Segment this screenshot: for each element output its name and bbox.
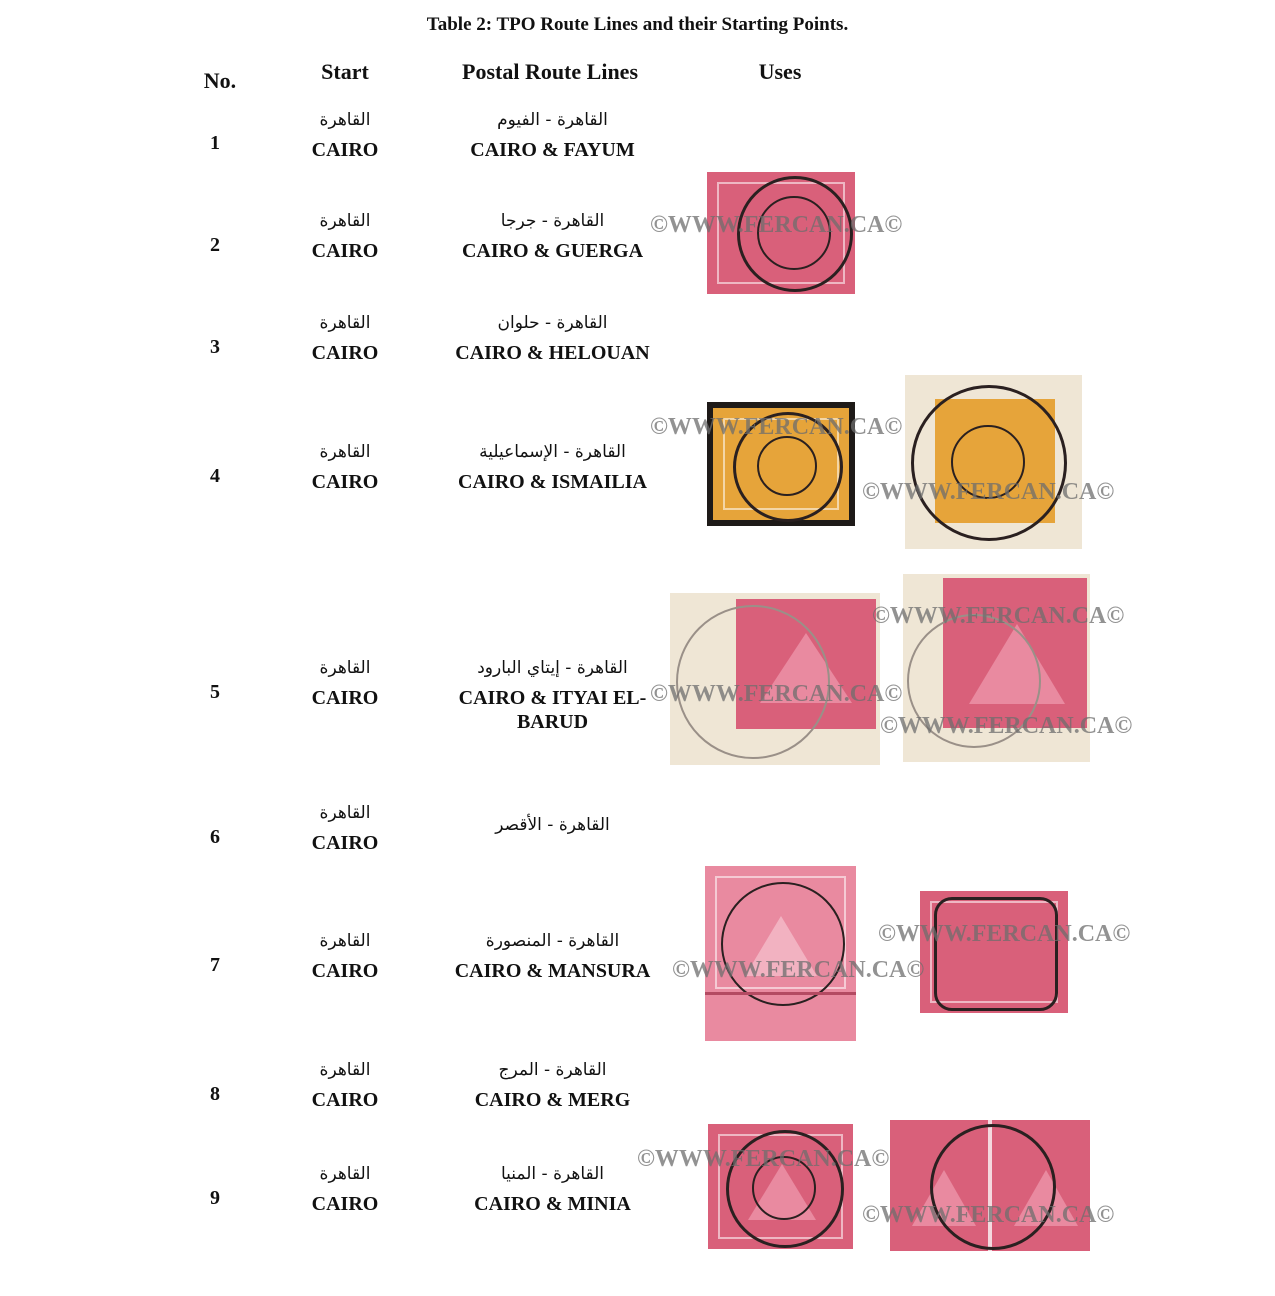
row-3-route-arabic: القاهرة - حلوان bbox=[497, 313, 608, 333]
row-4-number: 4 bbox=[210, 465, 220, 487]
row-4-route bbox=[430, 440, 675, 494]
row-1-start-arabic: القاهرة bbox=[319, 110, 371, 130]
watermark-4: ©WWW.FERCAN.CA© bbox=[872, 603, 1125, 629]
watermark-3: ©WWW.FERCAN.CA© bbox=[862, 479, 1115, 505]
row-8-start bbox=[275, 1058, 415, 1112]
row-5-route-english: CAIRO & ITYAI EL-BARUD bbox=[458, 687, 647, 733]
watermark-8: ©WWW.FERCAN.CA© bbox=[672, 957, 925, 983]
header-uses: Uses bbox=[758, 59, 802, 84]
row-4-start-english: CAIRO bbox=[311, 471, 379, 493]
row-3-route-english: CAIRO & HELOUAN bbox=[455, 342, 650, 364]
row-5-start bbox=[275, 656, 415, 710]
row-5-start-english: CAIRO bbox=[311, 687, 379, 709]
stamp-mansura-1-image bbox=[705, 866, 856, 1041]
row-1-start bbox=[275, 108, 415, 162]
row-4-start bbox=[275, 440, 415, 494]
row-6-route-arabic: القاهرة - الأقصر bbox=[495, 815, 610, 835]
stamp-ismailia-2-image bbox=[905, 375, 1082, 549]
row-2-start-english: CAIRO bbox=[311, 240, 379, 262]
row-1-number: 1 bbox=[210, 132, 220, 154]
row-6-start-arabic: القاهرة bbox=[319, 803, 371, 823]
row-2-route-arabic: القاهرة - جرجا bbox=[500, 211, 605, 231]
stamp-ityai-1-image bbox=[670, 593, 880, 765]
row-6-route bbox=[430, 813, 675, 837]
row-5-number: 5 bbox=[210, 681, 220, 703]
row-9-start bbox=[275, 1162, 415, 1216]
watermark-1: ©WWW.FERCAN.CA© bbox=[650, 212, 903, 238]
row-2-start-arabic: القاهرة bbox=[319, 211, 371, 231]
row-7-route-english: CAIRO & MANSURA bbox=[454, 960, 651, 982]
row-7-start-english: CAIRO bbox=[311, 960, 379, 982]
row-1-route bbox=[430, 108, 675, 162]
row-9-start-arabic: القاهرة bbox=[319, 1164, 371, 1184]
row-1-start-english: CAIRO bbox=[311, 139, 379, 161]
row-8-start-english: CAIRO bbox=[311, 1089, 379, 1111]
header-no: No. bbox=[203, 68, 237, 93]
row-3-start-english: CAIRO bbox=[311, 342, 379, 364]
row-2-route-english: CAIRO & GUERGA bbox=[461, 240, 644, 262]
row-7-number: 7 bbox=[210, 954, 220, 976]
row-5-start-arabic: القاهرة bbox=[319, 658, 371, 678]
header-route: Postal Route Lines bbox=[462, 59, 638, 84]
row-7-start-arabic: القاهرة bbox=[319, 931, 371, 951]
watermark-5: ©WWW.FERCAN.CA© bbox=[650, 681, 903, 707]
row-4-route-english: CAIRO & ISMAILIA bbox=[458, 471, 647, 493]
row-8-route bbox=[430, 1058, 675, 1112]
row-1-route-arabic: القاهرة - الفيوم bbox=[497, 110, 608, 130]
watermark-2: ©WWW.FERCAN.CA© bbox=[650, 414, 903, 440]
row-9-route-english: CAIRO & MINIA bbox=[474, 1193, 631, 1215]
row-9-number: 9 bbox=[210, 1187, 220, 1209]
watermark-9: ©WWW.FERCAN.CA© bbox=[637, 1146, 890, 1172]
row-6-number: 6 bbox=[210, 826, 220, 848]
watermark-7: ©WWW.FERCAN.CA© bbox=[878, 921, 1131, 947]
row-7-route-arabic: القاهرة - المنصورة bbox=[485, 931, 620, 951]
row-4-route-arabic: القاهرة - الإسماعيلية bbox=[479, 442, 626, 462]
row-2-start bbox=[275, 209, 415, 263]
stamp-minia-1-image bbox=[708, 1124, 853, 1249]
row-7-start bbox=[275, 929, 415, 983]
watermark-6: ©WWW.FERCAN.CA© bbox=[880, 713, 1133, 739]
row-7-route bbox=[430, 929, 675, 983]
row-8-route-english: CAIRO & MERG bbox=[474, 1089, 631, 1111]
row-5-route bbox=[435, 656, 670, 734]
header-start: Start bbox=[321, 59, 369, 84]
row-4-start-arabic: القاهرة bbox=[319, 442, 371, 462]
row-3-start-arabic: القاهرة bbox=[319, 313, 371, 333]
row-3-route bbox=[430, 311, 675, 365]
row-3-start bbox=[275, 311, 415, 365]
row-6-start bbox=[275, 801, 415, 855]
row-1-route-english: CAIRO & FAYUM bbox=[470, 139, 635, 161]
stamp-mansura-2-image bbox=[920, 891, 1068, 1013]
stamp-minia-2-image bbox=[890, 1120, 1090, 1251]
row-8-number: 8 bbox=[210, 1083, 220, 1105]
row-8-start-arabic: القاهرة bbox=[319, 1060, 371, 1080]
row-9-route-arabic: القاهرة - المنيا bbox=[500, 1164, 605, 1184]
watermark-10: ©WWW.FERCAN.CA© bbox=[862, 1202, 1115, 1228]
row-8-route-arabic: القاهرة - المرج bbox=[498, 1060, 607, 1080]
table-title: Table 2: TPO Route Lines and their Starting Points. bbox=[426, 14, 849, 35]
row-6-start-english: CAIRO bbox=[311, 832, 379, 854]
row-2-route bbox=[430, 209, 675, 263]
row-3-number: 3 bbox=[210, 336, 220, 358]
row-9-start-english: CAIRO bbox=[311, 1193, 379, 1215]
row-2-number: 2 bbox=[210, 234, 220, 256]
row-5-route-arabic: القاهرة - إيتاي البارود bbox=[477, 658, 628, 678]
